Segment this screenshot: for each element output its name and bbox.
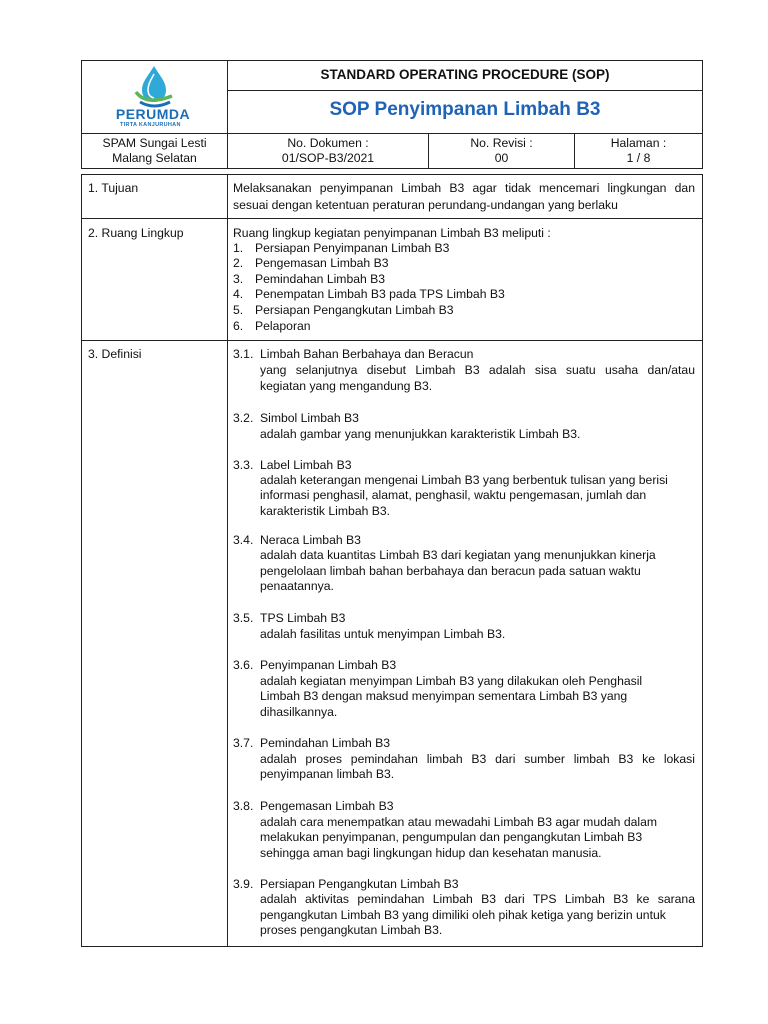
scope-list-text: Persiapan Pengangkutan Limbah B3 — [255, 303, 454, 317]
definition-number: 3.5. — [233, 611, 254, 625]
scope-list-item — [233, 255, 695, 271]
scope-list-number: 2. — [233, 256, 244, 270]
scope-list-text: Penempatan Limbah B3 pada TPS Limbah B3 — [255, 287, 505, 301]
definition-line: pengelolaan limbah bahan berbahaya dan beracun pada satuan waktu — [260, 564, 641, 578]
page-number-label: Halaman : — [610, 136, 667, 150]
sop-title: SOP Penyimpanan Limbah B3 — [329, 99, 601, 120]
section-ruang-lingkup-label: 2. Ruang Lingkup — [88, 226, 184, 240]
definition-line: proses pengangkutan Limbah B3. — [260, 923, 443, 937]
definition-line: adalah data kuantitas Limbah B3 dari kegiatan yang menunjukkan kinerja — [260, 548, 656, 562]
section-tujuan-label: 1. Tujuan — [88, 181, 139, 195]
definition-line: sehingga aman bagi lingkungan hidup dan kesehatan manusia. — [260, 846, 602, 860]
definition-title: TPS Limbah B3 — [260, 611, 346, 625]
definition-number: 3.1. — [233, 347, 254, 361]
definition-number: 3.2. — [233, 411, 254, 425]
definition-line: adalah aktivitas pemindahan Limbah B3 dari TPS Limbah B3 ke sarana — [260, 892, 695, 906]
definition-line: adalah gambar yang menunjukkan karakteristik Limbah B3. — [260, 427, 581, 441]
sop-heading: STANDARD OPERATING PROCEDURE (SOP) — [320, 67, 610, 82]
document-number-label: No. Dokumen : — [287, 136, 369, 150]
scope-list-item — [233, 286, 695, 302]
unit-line1: SPAM Sungai Lesti — [102, 136, 207, 150]
document-number-cell — [228, 136, 428, 166]
definition-line: Limbah B3 dengan maksud menyimpan sementara Limbah B3 yang — [260, 689, 628, 703]
section-tujuan-content — [233, 180, 695, 216]
definition-title: Label Limbah B3 — [260, 458, 352, 472]
definition-line: adalah fasilitas untuk menyimpan Limbah B3. — [260, 627, 506, 641]
definition-line: yang selanjutnya disebut Limbah B3 adalah sisa suatu usaha dan/atau — [260, 363, 695, 377]
definition-title: Penyimpanan Limbah B3 — [260, 658, 397, 672]
ruang-lingkup-intro: Ruang lingkup kegiatan penyimpanan Limbah B3 meliputi : — [233, 226, 551, 240]
scope-list-number: 3. — [233, 272, 244, 286]
definition-line: penaatannya. — [260, 579, 334, 593]
definition-item — [233, 410, 695, 442]
scope-list-text: Pelaporan — [255, 319, 311, 333]
scope-list-number: 1. — [233, 241, 244, 255]
scope-list-text: Pengemasan Limbah B3 — [255, 256, 389, 270]
scope-list-item — [233, 302, 695, 318]
definition-item — [233, 610, 695, 642]
company-logo — [84, 62, 224, 132]
definition-line: melakukan penyimpanan, pengumpulan dan pengangkutan Limbah B3 — [260, 830, 643, 844]
section-ruang-lingkup-content — [233, 225, 695, 337]
tujuan-line: Melaksanakan penyimpanan Limbah B3 agar tidak mencemari lingkungan dan — [233, 181, 695, 195]
section-definisi-label: 3. Definisi — [88, 347, 142, 361]
definition-number: 3.9. — [233, 877, 254, 891]
definition-item — [233, 876, 695, 940]
definition-title: Persiapan Pengangkutan Limbah B3 — [260, 877, 459, 891]
tujuan-line: sesuai dengan ketentuan peraturan perundang-undangan yang berlaku — [233, 198, 618, 212]
page-number-value: 1 / 8 — [626, 151, 651, 165]
definition-number: 3.8. — [233, 799, 254, 813]
scope-list-item — [233, 240, 695, 256]
definition-title: Simbol Limbah B3 — [260, 411, 359, 425]
definition-line: dihasilkannya. — [260, 705, 338, 719]
scope-list-text: Persiapan Penyimpanan Limbah B3 — [255, 241, 450, 255]
definition-line: informasi penghasil, alamat, penghasil, waktu pengemasan, jumlah dan — [260, 488, 647, 502]
definition-item — [233, 798, 695, 862]
unit-line2: Malang Selatan — [112, 151, 197, 165]
definition-title: Limbah Bahan Berbahaya dan Beracun — [260, 347, 474, 361]
page-number-cell — [575, 136, 702, 166]
definition-line: kegiatan yang mengandung B3. — [260, 379, 433, 393]
definition-item — [233, 457, 695, 521]
definition-line: adalah cara menempatkan atau mewadahi Limbah B3 agar mudah dalam — [260, 815, 658, 829]
definition-title: Neraca Limbah B3 — [260, 533, 361, 547]
revision-value: 00 — [494, 151, 509, 165]
definition-line: adalah keterangan mengenai Limbah B3 yang berbentuk tulisan yang berisi — [260, 473, 668, 487]
definition-line: adalah kegiatan menyimpan Limbah B3 yang dilakukan oleh Penghasil — [260, 674, 643, 688]
revision-cell — [429, 136, 574, 166]
definition-line: karakteristik Limbah B3. — [260, 504, 391, 518]
definition-item — [233, 346, 695, 394]
definition-number: 3.4. — [233, 533, 254, 547]
definition-title: Pengemasan Limbah B3 — [260, 799, 394, 813]
definition-line: penyimpanan limbah B3. — [260, 767, 395, 781]
definition-line: adalah proses pemindahan limbah B3 dari sumber limbah B3 ke lokasi — [260, 752, 695, 766]
unit-cell — [82, 136, 227, 166]
water-drop-logo-icon — [84, 62, 224, 110]
definition-title: Pemindahan Limbah B3 — [260, 736, 391, 750]
definition-item — [233, 735, 695, 783]
logo-subtitle: TIRTA KANJURUHAN — [120, 122, 181, 128]
definition-item — [233, 532, 695, 596]
scope-list-number: 6. — [233, 319, 244, 333]
scope-list-number: 4. — [233, 287, 244, 301]
scope-list-item — [233, 318, 695, 334]
definition-number: 3.3. — [233, 458, 254, 472]
scope-list-number: 5. — [233, 303, 244, 317]
document-number-value: 01/SOP-B3/2021 — [281, 151, 375, 165]
definition-number: 3.7. — [233, 736, 254, 750]
definition-item — [233, 657, 695, 721]
scope-list-text: Pemindahan Limbah B3 — [255, 272, 386, 286]
definition-number: 3.6. — [233, 658, 254, 672]
logo-name: PERUMDA — [115, 106, 191, 122]
definition-line: pengangkutan Limbah B3 yang dimiliki oleh pihak ketiga yang berizin untuk — [260, 908, 666, 922]
scope-list-item — [233, 271, 695, 287]
revision-label: No. Revisi : — [470, 136, 533, 150]
